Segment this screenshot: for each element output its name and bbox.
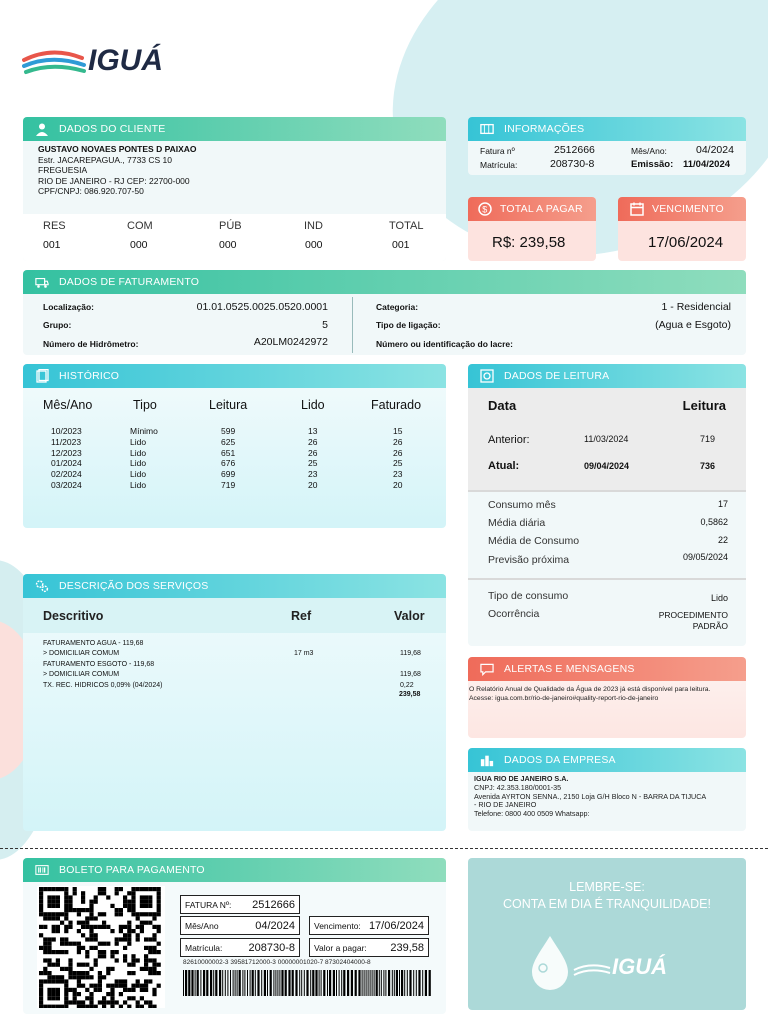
- slip-amount-value: 239,58: [390, 941, 424, 954]
- previous-date: 11/03/2024: [584, 434, 629, 444]
- average-consumption-value: 22: [717, 535, 728, 545]
- next-reading-label: Previsão próxima: [488, 554, 570, 566]
- barcode: [183, 970, 433, 996]
- reading-dates: [468, 388, 746, 490]
- current-label: Atual:: [488, 460, 520, 472]
- history-cell: Lido: [130, 469, 147, 480]
- company-name: IGUA RIO DE JANEIRO S.A.: [474, 774, 569, 783]
- slip-amount-label: Valor a pagar:: [314, 942, 367, 953]
- consumption-label: Consumo mês: [488, 499, 556, 511]
- history-column-header: Lido: [301, 398, 325, 412]
- category-label: COM: [127, 220, 153, 232]
- billing-panel: [23, 270, 746, 355]
- history-header: [23, 364, 446, 388]
- svg-text:IGUÁ: IGUÁ: [88, 44, 163, 77]
- reminder-text: [468, 879, 746, 913]
- client-city: RIO DE JANEIRO - RJ CEP: 22700-000: [38, 175, 190, 186]
- history-cell: 20: [393, 480, 403, 490]
- category-label: Categoria:: [376, 302, 419, 312]
- service-valor: 0,22: [400, 681, 414, 689]
- alerts-message: [469, 685, 710, 703]
- barcode-icon: [35, 863, 49, 877]
- alerts-header-label: ALERTAS E MENSAGENS: [504, 663, 635, 675]
- occurrence-value: [659, 610, 728, 631]
- history-cell: 02/2024: [51, 469, 82, 480]
- service-desc: FATURAMENTO ESGOTO - 119,68: [43, 660, 155, 668]
- digitable-line[interactable]: 82610000002-3 39581712000-3 00000001020-7 87302404000-8: [183, 959, 371, 966]
- category-value: 001: [43, 239, 61, 251]
- group-label: Grupo:: [43, 320, 72, 330]
- next-reading-value: 09/05/2024: [682, 552, 728, 562]
- reminder-line: CONTA EM DIA É TRANQUILIDADE!: [503, 897, 711, 911]
- reminder-line: LEMBRE-SE:: [569, 880, 645, 894]
- value-column-header: Valor: [394, 609, 425, 623]
- alerts-header: [468, 657, 746, 681]
- payment-slip-header-label: BOLETO PARA PAGAMENTO: [59, 864, 205, 876]
- location-label: Localização:: [43, 302, 95, 312]
- category-label: TOTAL: [389, 220, 424, 232]
- company-cnpj: CNPJ: 42.353.180/0001-35: [474, 782, 562, 792]
- category-value: 1 - Residencial: [661, 301, 731, 313]
- history-cell: Lido: [130, 447, 147, 458]
- info-panel: [468, 117, 746, 175]
- history-cell: Lido: [130, 458, 147, 469]
- divider: [468, 578, 746, 580]
- category-value: 000: [219, 239, 237, 251]
- category-value: 000: [130, 239, 148, 251]
- total-panel: [468, 197, 596, 261]
- history-column-header: Tipo: [133, 398, 157, 412]
- meter-label: Número de Hidrômetro:: [43, 339, 139, 349]
- history-cell: 625: [221, 436, 236, 447]
- reading-header: [468, 364, 746, 388]
- occurrence-line: PADRÃO: [692, 620, 728, 631]
- history-cell: 26: [393, 436, 403, 447]
- previous-label: Anterior:: [488, 434, 530, 446]
- truck-icon: [35, 275, 49, 289]
- month-label: Mês/Ano:: [631, 146, 667, 156]
- meter-icon: [480, 369, 494, 383]
- reminder-logo: [530, 932, 690, 992]
- payment-slip-panel: [23, 858, 446, 1014]
- alerts-panel: [468, 657, 746, 738]
- previous-reading: 719: [700, 434, 716, 444]
- slip-due-value: 17/06/2024: [368, 919, 424, 932]
- history-panel: [23, 364, 446, 528]
- company-panel: [468, 748, 746, 831]
- history-cell: 15: [393, 426, 403, 436]
- services-panel: [23, 574, 446, 831]
- calendar-icon: [630, 202, 644, 216]
- total-value: R$: 239,58: [492, 234, 566, 251]
- registration-label: Matrícula:: [480, 160, 518, 170]
- current-reading: 736: [700, 461, 716, 471]
- history-cell: 13: [308, 426, 318, 436]
- average-consumption-label: Média de Consumo: [488, 535, 580, 547]
- issue-label: Emissão:: [631, 159, 674, 170]
- services-header-label: DESCRIÇÃO DOS SERVIÇOS: [59, 580, 209, 592]
- category-label: PÚB: [219, 220, 242, 232]
- service-valor: 119,68: [400, 650, 421, 658]
- slip-month-value: 04/2024: [255, 919, 295, 932]
- invoice-icon: [480, 122, 494, 136]
- slip-registration-field: [180, 938, 300, 957]
- meter-value: A20LM0242972: [253, 336, 328, 348]
- client-header-label: DADOS DO CLIENTE: [59, 123, 166, 135]
- consumption-type-value: Lido: [710, 593, 728, 603]
- divider: [352, 297, 353, 353]
- history-cell: 676: [221, 458, 236, 469]
- svg-text:IGUÁ: IGUÁ: [612, 954, 667, 979]
- client-district: FREGUESIA: [38, 165, 88, 175]
- connection-value: (Agua e Esgoto): [655, 319, 731, 331]
- category-label: IND: [304, 220, 323, 232]
- company-header: [468, 748, 746, 772]
- building-icon: [480, 753, 494, 767]
- reading-header-label: DADOS DE LEITURA: [504, 370, 610, 382]
- total-header: [468, 197, 596, 221]
- alerts-line: Acesse: igua.com.br/rio-de-janeiro#quality-report-rio-de-janeiro: [469, 695, 659, 702]
- due-panel: [618, 197, 746, 261]
- company-address: - RIO DE JANEIRO: [474, 800, 537, 810]
- category-label: RES: [43, 220, 66, 232]
- slip-invoice-value: 2512666: [252, 898, 295, 911]
- qr-code[interactable]: [37, 886, 165, 1008]
- history-cell: 03/2024: [51, 480, 82, 490]
- slip-due-label: Vencimento:: [314, 920, 361, 931]
- client-header: [23, 117, 446, 141]
- reminder-panel: [468, 858, 746, 1010]
- chat-icon: [480, 662, 494, 676]
- service-desc: FATURAMENTO AGUA - 119,68: [43, 640, 144, 647]
- consumption-type-label: Tipo de consumo: [488, 590, 569, 602]
- history-cell: Lido: [130, 436, 147, 447]
- due-date: 17/06/2024: [648, 234, 724, 251]
- total-header-label: TOTAL A PAGAR: [500, 203, 583, 215]
- due-header: [618, 197, 746, 221]
- company-address: Avenida AYRTON SENNA., 2150 Loja G/H Bloco N - BARRA DA TIJUCA: [474, 791, 707, 801]
- category-value: 001: [392, 239, 410, 251]
- slip-invoice-field: [180, 895, 300, 914]
- company-phone: Telefone: 0800 400 0509 Whatsapp:: [474, 809, 590, 819]
- slip-due-field: [309, 916, 429, 935]
- document-icon: [35, 369, 49, 383]
- slip-amount-field: [309, 938, 429, 957]
- history-cell: 26: [308, 447, 318, 458]
- connection-label: Tipo de ligação:: [376, 320, 441, 330]
- history-cell: 26: [393, 447, 403, 458]
- money-icon: [478, 202, 492, 216]
- service-desc: > DOMICILIAR COMUM: [43, 650, 120, 658]
- ref-column-header: Ref: [291, 609, 312, 623]
- history-cell: Lido: [130, 480, 147, 490]
- history-cell: 12/2023: [51, 447, 82, 458]
- history-cell: 23: [393, 469, 403, 480]
- divider: [468, 490, 746, 492]
- seal-label: Número ou identificação do lacre:: [376, 339, 513, 349]
- category-table: [23, 214, 446, 261]
- history-cell: 719: [221, 480, 236, 490]
- payment-slip-header: [23, 858, 446, 882]
- person-icon: [35, 122, 49, 136]
- services-column-bar: [23, 598, 446, 633]
- history-cell: 26: [308, 436, 318, 447]
- service-desc: > DOMICILIAR COMUM: [43, 671, 120, 679]
- service-desc: TX. REC. HIDRICOS 0,09% (04/2024): [43, 681, 163, 689]
- slip-registration-label: Matrícula:: [185, 942, 223, 953]
- info-header: [468, 117, 746, 141]
- history-cell: 699: [221, 469, 236, 480]
- issue-date: 11/04/2024: [683, 159, 731, 170]
- services-header: [23, 574, 446, 598]
- alerts-line: O Relatório Anual de Qualidade da Água de 2023 já está disponível para leitura.: [469, 686, 711, 693]
- month-value: 04/2024: [696, 144, 734, 156]
- client-name: GUSTAVO NOVAES PONTES D PAIXAO: [38, 144, 197, 154]
- daily-average-label: Média diária: [488, 517, 546, 529]
- history-cell: 11/2023: [51, 436, 82, 447]
- history-cell: 25: [393, 458, 403, 469]
- slip-invoice-label: FATURA Nº:: [185, 899, 232, 910]
- company-header-label: DADOS DA EMPRESA: [504, 754, 616, 766]
- info-header-label: INFORMAÇÕES: [504, 123, 585, 135]
- slip-month-field: [180, 916, 300, 935]
- company-info: [474, 775, 706, 819]
- occurrence-label: Ocorrência: [488, 608, 540, 620]
- gears-icon: [35, 579, 49, 593]
- history-cell: 01/2024: [51, 458, 82, 469]
- occurrence-line: PROCEDIMENTO: [658, 610, 728, 620]
- cut-line: [0, 848, 768, 849]
- history-column-header: Leitura: [209, 398, 248, 412]
- client-address: Estr. JACAREPAGUA., 7733 CS 10: [38, 154, 173, 165]
- igua-logo: [22, 38, 172, 80]
- billing-header-label: DADOS DE FATURAMENTO: [59, 276, 200, 288]
- history-cell: 651: [221, 447, 236, 458]
- invoice-number-label: Fatura nº: [480, 146, 515, 156]
- history-header-label: HISTÓRICO: [59, 370, 120, 382]
- client-cpf: CPF/CNPJ: 086.920.707-50: [38, 186, 144, 196]
- category-value: 000: [305, 239, 323, 251]
- current-date: 09/04/2024: [584, 461, 630, 471]
- invoice-number: 2512666: [554, 144, 595, 156]
- billing-header: [23, 270, 746, 294]
- description-column-header: Descritivo: [43, 609, 104, 623]
- location-value: 01.01.0525.0025.0520.0001: [196, 301, 328, 313]
- history-column-header: Faturado: [371, 398, 422, 412]
- date-column-header: Data: [488, 398, 517, 413]
- slip-month-label: Mês/Ano: [185, 920, 219, 931]
- service-valor: 119,68: [400, 671, 421, 679]
- group-value: 5: [322, 319, 328, 331]
- svg-text:$: $: [482, 204, 488, 215]
- client-panel: [23, 117, 446, 261]
- history-cell: 25: [308, 458, 318, 469]
- reading-panel: [468, 364, 746, 646]
- history-cell: 599: [221, 426, 236, 436]
- daily-average-value: 0,5862: [700, 517, 728, 527]
- service-ref: 17 m3: [294, 650, 314, 658]
- history-cell: 10/2023: [51, 426, 82, 436]
- consumption-value: 17: [717, 499, 728, 509]
- services-total: 239,58: [399, 691, 421, 698]
- history-cell: 23: [308, 469, 318, 480]
- due-header-label: VENCIMENTO: [652, 203, 724, 215]
- registration-value: 208730-8: [550, 158, 595, 170]
- reading-column-header: Leitura: [682, 398, 726, 413]
- history-cell: 20: [308, 480, 318, 490]
- history-column-header: Mês/Ano: [43, 398, 93, 412]
- history-cell: Mínimo: [130, 426, 158, 436]
- client-info: [38, 144, 197, 197]
- slip-registration-value: 208730-8: [248, 941, 295, 954]
